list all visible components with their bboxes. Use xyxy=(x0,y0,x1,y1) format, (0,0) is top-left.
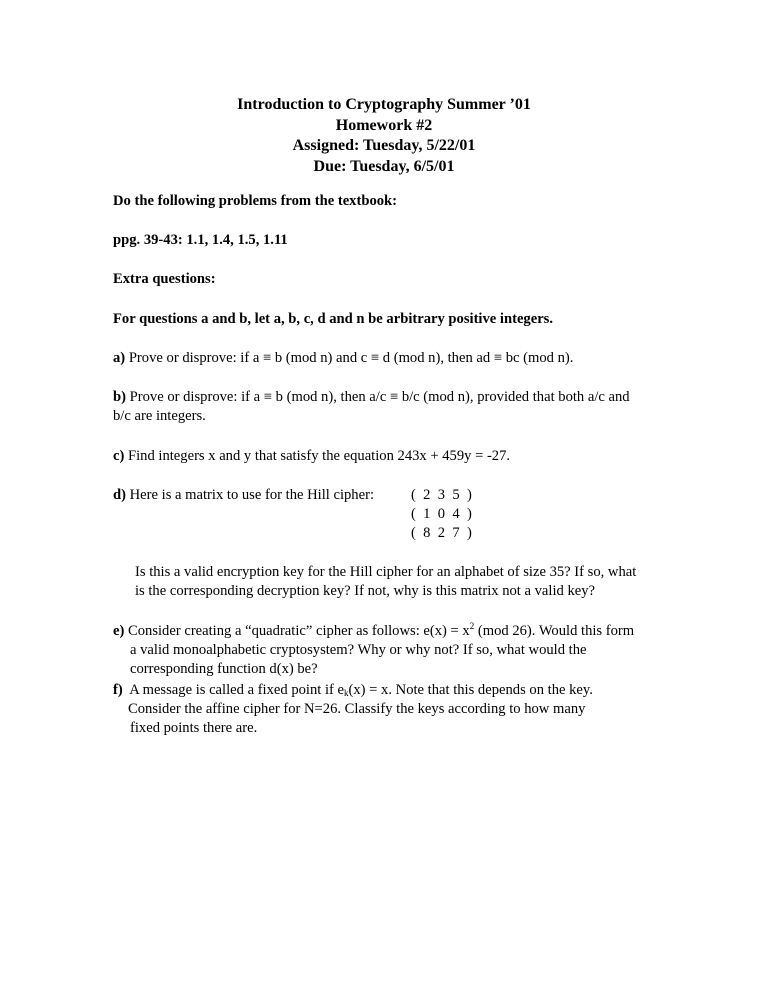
course-title: Introduction to Cryptography Summer ’01 xyxy=(237,96,531,113)
question-d-followup xyxy=(135,563,675,601)
homework-number: Homework #2 xyxy=(335,116,433,134)
question-e-exponent: 2 xyxy=(469,621,475,631)
question-e-text-after: (mod 26). Would this form xyxy=(474,623,635,639)
question-d-followup-line2: is the corresponding decryption key? If not, why is this matrix not a valid key? xyxy=(135,583,596,599)
document-header xyxy=(0,95,768,177)
question-d-label: d) xyxy=(113,487,126,503)
question-e xyxy=(113,622,665,679)
question-b-line2: b/c are integers. xyxy=(113,408,206,424)
question-a-label: a) xyxy=(113,350,126,366)
question-c-text: Find integers x and y that satisfy the equation 243x + 459y = -27. xyxy=(124,448,511,464)
question-c xyxy=(113,447,665,466)
question-f-text-before: A message is called a fixed point if e xyxy=(122,682,345,698)
question-e-text-before: Consider creating a “quadratic” cipher as follows: e(x) = x xyxy=(124,623,470,639)
question-f-line3: fixed points there are. xyxy=(130,720,258,736)
textbook-problems: ppg. 39-43: 1.1, 1.4, 1.5, 1.11 xyxy=(113,232,288,248)
question-b-label: b) xyxy=(113,389,126,405)
extra-questions-heading: Extra questions: xyxy=(113,271,216,287)
question-d-followup-line1: Is this a valid encryption key for the Hill cipher for an alphabet of size 35? If so, what xyxy=(135,564,637,580)
question-b-line1: Prove or disprove: if a ≡ b (mod n), then a/c ≡ b/c (mod n), provided that both a/c and xyxy=(125,389,630,405)
question-c-label: c) xyxy=(113,448,125,464)
question-f-subscript: k xyxy=(344,688,349,698)
question-d-text: Here is a matrix to use for the Hill cipher: xyxy=(125,487,374,503)
question-f-text-after: (x) = x. Note that this depends on the key. xyxy=(348,682,593,698)
question-a-text: Prove or disprove: if a ≡ b (mod n) and c ≡ d (mod n), then ad ≡ bc (mod n). xyxy=(125,350,574,366)
question-f xyxy=(113,681,665,738)
question-d xyxy=(113,486,665,505)
textbook-instruction: Do the following problems from the textbook: xyxy=(113,193,398,209)
question-e-line3: corresponding function d(x) be? xyxy=(130,661,318,677)
hill-matrix-row-3: ( 8 2 7 ) xyxy=(411,525,472,541)
assigned-date: Assigned: Tuesday, 5/22/01 xyxy=(292,137,476,154)
question-f-label: f) xyxy=(113,682,123,698)
question-e-line2: a valid monoalphabetic cryptosystem? Why or why not? If so, what would the xyxy=(130,642,587,658)
hill-matrix-row-1: ( 2 3 5 ) xyxy=(411,487,472,503)
question-f-line2: Consider the affine cipher for N=26. Classify the keys according to how many xyxy=(128,701,586,717)
question-e-label: e) xyxy=(113,623,125,639)
due-date: Due: Tuesday, 6/5/01 xyxy=(313,157,455,175)
hill-matrix-row-2: ( 1 0 4 ) xyxy=(411,506,472,522)
question-b xyxy=(113,388,665,426)
ab-assumption-note: For questions a and b, let a, b, c, d and n be arbitrary positive integers. xyxy=(113,311,554,327)
question-a xyxy=(113,349,665,368)
